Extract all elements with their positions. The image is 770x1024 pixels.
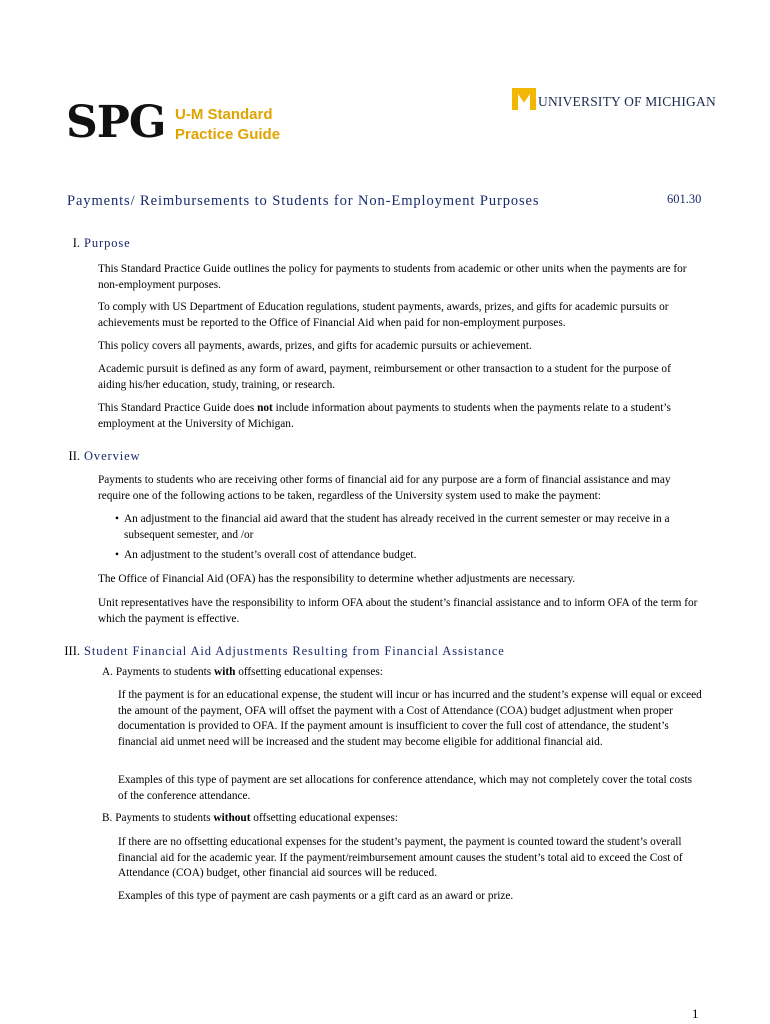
bullet-item bbox=[115, 548, 704, 564]
emphasis-without: without bbox=[213, 812, 251, 824]
paragraph: This Standard Practice Guide outlines the policy for payments to students from academic or other units when the payments are for non-employment purposes. bbox=[98, 263, 687, 291]
text-run: offsetting educational expenses: bbox=[235, 666, 383, 678]
block-m-icon bbox=[512, 88, 536, 110]
bullet-icon: • bbox=[115, 549, 119, 561]
spg-mark: SPG bbox=[66, 97, 166, 148]
section-heading-overview bbox=[58, 449, 141, 464]
text-run: Payments to students bbox=[115, 812, 214, 824]
paragraph: The Office of Financial Aid (OFA) has the responsibility to determine whether adjustments are necessary. bbox=[98, 573, 576, 585]
bullet-text: An adjustment to the student’s overall cost of attendance budget. bbox=[124, 549, 417, 561]
section-title: Student Financial Aid Adjustments Resulting from Financial Assistance bbox=[84, 644, 505, 658]
text-run: offsetting educational expenses: bbox=[250, 812, 399, 824]
text-run: Payments to students bbox=[115, 666, 215, 678]
paragraph: Examples of this type of payment are cash payments or a gift card as an award or prize. bbox=[118, 890, 514, 902]
university-name: UNIVERSITY OF MICHIGAN bbox=[538, 94, 716, 109]
section-title: Purpose bbox=[84, 236, 131, 250]
bullet-icon: • bbox=[115, 513, 119, 525]
section-number: III. bbox=[64, 644, 80, 658]
document-number: 601.30 bbox=[667, 192, 702, 206]
text-run: include information about payments to students when the payments relate to a student’s employment at the University of Michigan. bbox=[98, 402, 671, 430]
paragraph: Unit representatives have the responsibility to inform OFA about the student’s financial assistance and to inform OFA of the term for which the payment is effective. bbox=[98, 597, 698, 625]
paragraph: Examples of this type of payment are set allocations for conference attendance, which may not completely cover the total costs of the conference attendance. bbox=[118, 774, 693, 802]
paragraph: If there are no offsetting educational expenses for the student’s payment, the payment is counted toward the student’s overall financial aid for the academic year. If the payment/reimbursement amount causes the student’s total aid to exceed the Cost of Attendance (COA) budget, other financial aid sources will be reduced. bbox=[118, 836, 683, 879]
paragraph bbox=[98, 401, 698, 432]
section-number: II. bbox=[68, 449, 80, 463]
bullet-text: An adjustment to the financial aid award that the student has already received in the current semester or may receive in a subsequent semester, and /or bbox=[124, 513, 670, 541]
page-number: 1 bbox=[692, 1006, 699, 1021]
university-logo bbox=[512, 88, 716, 110]
section-heading-adjustments bbox=[58, 644, 505, 659]
section-heading-purpose bbox=[58, 236, 131, 251]
emphasis-not: not bbox=[257, 402, 273, 414]
spg-subtitle-line2: Practice Guide bbox=[175, 126, 281, 143]
subsection-label: B. bbox=[102, 812, 113, 824]
paragraph: This policy covers all payments, awards, prizes, and gifts for academic pursuits or achievement. bbox=[98, 340, 532, 352]
subsection-heading-b bbox=[102, 811, 398, 827]
subsection-label: A. bbox=[102, 666, 113, 678]
text-run: This Standard Practice Guide does bbox=[98, 402, 258, 414]
section-title: Overview bbox=[84, 449, 141, 463]
emphasis-with: with bbox=[214, 666, 236, 678]
section-number: I. bbox=[72, 236, 80, 250]
paragraph: Academic pursuit is defined as any form of award, payment, reimbursement or other transaction to a student for the purpose of aiding his/her education, study, training, or research. bbox=[98, 363, 671, 391]
spg-subtitle bbox=[175, 105, 280, 145]
paragraph: To comply with US Department of Education regulations, student payments, awards, prizes, and gifts for academic pursuits or achievements must be reported to the Office of Financial Aid when paid for non-employment purposes. bbox=[98, 301, 669, 329]
document-title: Payments/ Reimbursements to Students for Non-Employment Purposes bbox=[67, 193, 540, 209]
paragraph: Payments to students who are receiving other forms of financial aid for any purpose are a form of financial assistance and may require one of the following actions to be taken, regardless of the University system used to make the payment: bbox=[98, 474, 671, 502]
bullet-item bbox=[115, 512, 704, 543]
spg-subtitle-line1: U-M Standard bbox=[175, 106, 273, 123]
subsection-heading-a bbox=[102, 665, 383, 681]
paragraph: If the payment is for an educational expense, the student will incur or has incurred and the student’s expense will equal or exceed the amount of the payment, OFA will offset the payment with a Cost of Attendance (COA) budget adjustment when proper documentation is provided to OFA. If the payment amount is insufficient to cover the full cost of attendance, the student’s financial aid unmet need will be increased and the student may become eligible for additional financial aid. bbox=[118, 689, 702, 748]
